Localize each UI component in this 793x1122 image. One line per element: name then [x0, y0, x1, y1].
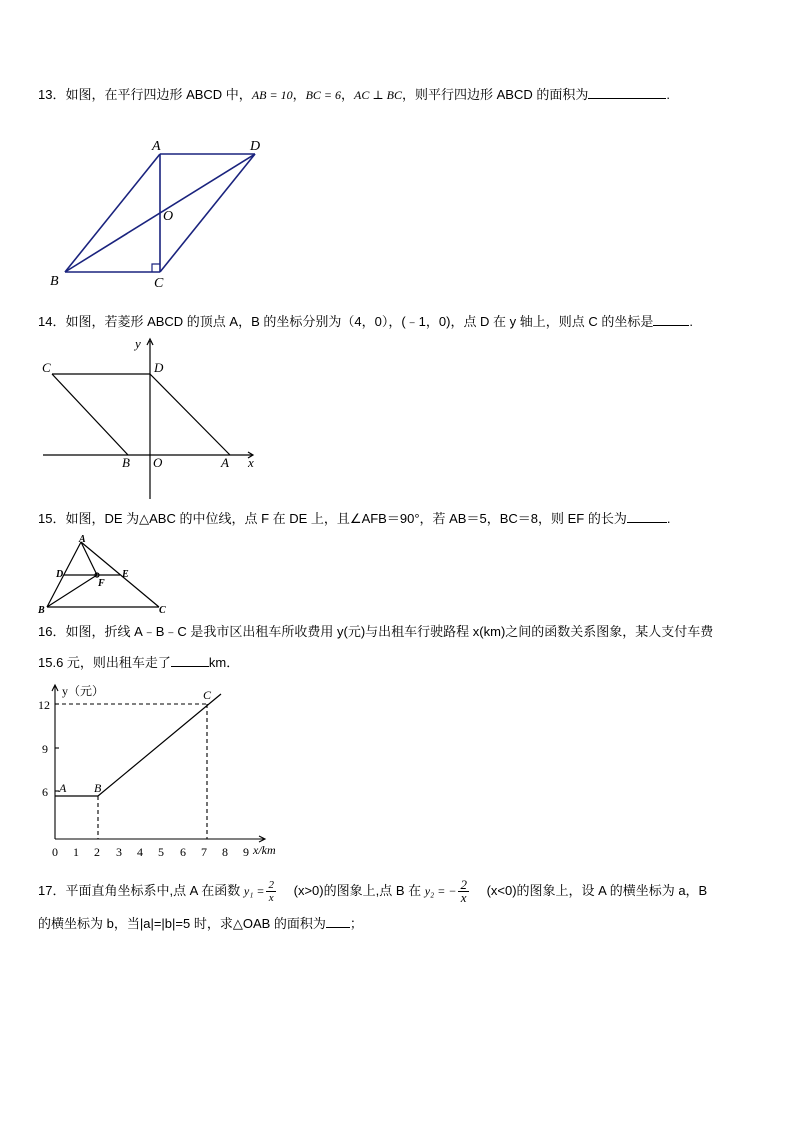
- q17-fraction-2: $\frac{2}{x}$: [460, 877, 467, 906]
- q16-point-b-label: B: [94, 781, 102, 795]
- q16-ytick-label: 12: [38, 698, 50, 712]
- q14-label-c: C: [42, 360, 51, 375]
- q15-answer-blank[interactable]: [627, 510, 667, 523]
- q16-xtick-label: 3: [116, 845, 122, 859]
- q13-text: 13．如图，在平行四边形 ABCD 中，AB = 10，BC = 6，AC ⊥ BC，则平行四边形 ABCD 的面积为 .: [38, 87, 670, 102]
- q16-xtick-label: 1: [73, 845, 79, 859]
- q16-text-line1: 16．如图，折线 A﹣B﹣C 是我市区出租车所收费用 y(元)与出租车行驶路程 x(km)之间的函数关系图象，某人支付车费: [38, 624, 714, 639]
- q14-answer-blank[interactable]: [653, 313, 689, 326]
- q16-xtick-label: 7: [201, 845, 207, 859]
- q16-xlabel: x/km: [253, 843, 276, 857]
- q17-text-line1: 17．平面直角坐标系中,点 A 在函数 y₁ = $\frac{2}{x}$ (x>0)的图象上,点 B 在 y₂ = − $\frac{2}{x}$ (x<0)的图象上，设 A 的横坐标为 a，B: [38, 877, 708, 906]
- q13-label-a: A: [152, 139, 161, 154]
- q15-text: 15．如图，DE 为△ABC 的中位线，点 F 在 DE 上，且∠AFB＝90°，若 AB＝5，BC＝8，则 EF 的长为 .: [38, 511, 671, 526]
- q15-triangle-figure: [36, 534, 176, 616]
- q14-label-d: D: [154, 360, 164, 375]
- q16-xtick-label: 8: [222, 845, 228, 859]
- q15-label-c: C: [159, 605, 166, 616]
- q16-ytick-label: 6: [42, 785, 48, 799]
- q15-label-a: A: [79, 534, 86, 545]
- q16-fare-chart: [34, 682, 284, 862]
- q16-point-a-label: A: [59, 781, 67, 795]
- q15-label-d: D: [56, 569, 64, 580]
- q16-point-c-label: C: [203, 688, 212, 702]
- q14-label-x: x: [248, 455, 254, 470]
- q16-xtick-label: 5: [158, 845, 164, 859]
- q15-label-e: E: [122, 569, 129, 580]
- q17-text-line2: 的横坐标为 b，当|a|=|b|=5 时，求△OAB 的面积为 ；: [38, 916, 363, 931]
- q13-answer-blank[interactable]: [588, 86, 666, 99]
- q14-label-a: A: [221, 455, 229, 470]
- q13-label-d: D: [250, 139, 261, 154]
- q16-xtick-label: 9: [243, 845, 249, 859]
- q16-xtick-label: 4: [137, 845, 143, 859]
- q16-xtick-label: 0: [52, 845, 58, 859]
- q13-label-b: B: [50, 274, 59, 289]
- q15-label-b: B: [38, 605, 45, 616]
- q14-label-o: O: [153, 455, 163, 470]
- q13-edge-ba: [65, 154, 160, 272]
- q15-segment-bf: [47, 575, 97, 607]
- q14-label-y: y: [135, 336, 141, 351]
- q16-ylabel: y（元）: [62, 684, 105, 698]
- q15-label-f: F: [98, 578, 105, 589]
- q14-text: 14．如图，若菱形 ABCD 的顶点 A，B 的坐标分别为（4，0），(﹣1，0)，点 D 在 y 轴上，则点 C 的坐标是 .: [38, 314, 694, 329]
- q17-fraction-1: $\frac{2}{x}$: [268, 879, 274, 905]
- q14-label-b: B: [122, 455, 130, 470]
- q16-text-line2: 15.6 元，则出租车走了 km．: [38, 655, 240, 670]
- q16-xtick-label: 6: [180, 845, 186, 859]
- q13-right-angle-mark: [152, 264, 160, 272]
- q13-edge-dc: [160, 154, 255, 272]
- q16-polyline-abc: [55, 694, 221, 796]
- q14-edge-da: [150, 374, 230, 455]
- q14-edge-cb: [52, 374, 128, 455]
- q15-segment-af: [81, 542, 97, 575]
- q16-ytick-label: 9: [42, 742, 48, 756]
- q17-answer-blank[interactable]: [326, 915, 350, 928]
- q14-rhombus-figure: [40, 336, 270, 504]
- q13-parallelogram-figure: [40, 132, 280, 292]
- q16-xtick-label: 2: [94, 845, 100, 859]
- q16-answer-blank[interactable]: [171, 654, 209, 667]
- q13-label-c: C: [154, 276, 164, 291]
- q13-label-o: O: [163, 209, 174, 224]
